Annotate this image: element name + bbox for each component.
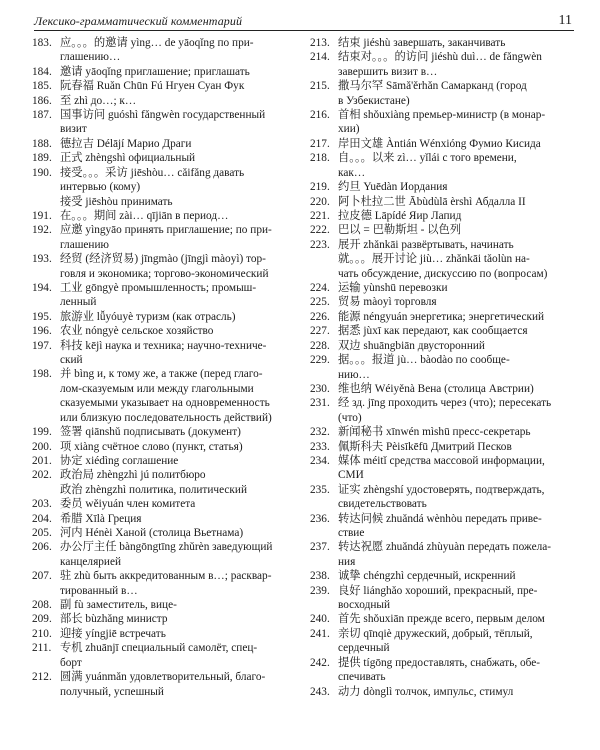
entry-text	[60, 166, 294, 209]
glossary-entry	[32, 281, 294, 310]
entry-number: 210.	[32, 627, 52, 640]
entry-line: 部长 bùzhǎng министр	[60, 613, 168, 626]
entry-text	[338, 569, 578, 583]
glossary-entry	[32, 223, 294, 252]
entry-text	[60, 540, 294, 569]
glossary-entry	[310, 483, 578, 512]
glossary-entry	[32, 367, 294, 425]
entry-number: 188.	[32, 137, 52, 150]
entry-text	[338, 36, 578, 50]
glossary-entry	[310, 36, 578, 50]
glossary-entry	[310, 569, 578, 583]
entry-text	[60, 324, 294, 338]
entry-line: 迎接 yíngjiē встречать	[60, 627, 166, 640]
entry-text	[60, 339, 294, 368]
glossary-entry	[310, 584, 578, 613]
glossary-entry	[32, 627, 294, 641]
entry-line: 拉皮德 Lāpídé Яир Лапид	[338, 209, 462, 222]
entry-number: 183.	[32, 37, 52, 49]
entry-line: 运输 yùnshū перевозки	[338, 282, 448, 294]
glossary-column-right	[310, 36, 578, 699]
glossary-entry	[310, 353, 578, 382]
glossary-entry	[32, 151, 294, 165]
entry-text	[60, 612, 294, 626]
entry-text	[338, 209, 578, 223]
entry-number: 187.	[32, 109, 52, 122]
entry-number: 206.	[32, 541, 52, 554]
entry-text	[338, 425, 578, 439]
entry-number: 184.	[32, 65, 52, 78]
entry-line: ленный	[60, 296, 97, 309]
entry-number: 217.	[310, 137, 330, 150]
entry-number: 205.	[32, 527, 52, 540]
entry-line: 巴以 = 巴勒斯坦 - 以色列	[338, 224, 462, 237]
entry-line: 约旦 Yuēdàn Иордания	[338, 181, 448, 194]
entry-number: 225.	[310, 296, 330, 309]
entry-number: 203.	[32, 498, 52, 511]
entry-number: 216.	[310, 109, 330, 122]
entry-line: сердечный	[338, 642, 390, 655]
entry-line: 在。。。期间 zài… qījiān в период…	[60, 209, 229, 222]
entry-text	[338, 180, 578, 194]
glossary-entry	[310, 339, 578, 353]
entry-line: 转达问候 zhuǎndá wènhòu передать приве-	[338, 512, 542, 525]
glossary-entry	[310, 137, 578, 151]
entry-number: 195.	[32, 310, 52, 323]
entry-line: 动力 dònglì толчок, импульс, стимул	[338, 685, 514, 698]
entry-line: 应。。。的邀请 yìng… de yāoqǐng по при-	[60, 37, 254, 49]
entry-number: 236.	[310, 512, 330, 525]
glossary-entry	[310, 195, 578, 209]
entry-line: глашению…	[60, 51, 121, 64]
entry-text	[338, 339, 578, 353]
entry-line: лом-сказуемым или между глагольными	[60, 382, 254, 395]
entry-line: 项 xiàng счётное слово (пункт, статья)	[60, 440, 243, 453]
entry-line: 新闻秘书 xīnwén mìshū пресс-секретарь	[338, 426, 531, 439]
entry-number: 196.	[32, 325, 52, 338]
glossary-entry	[310, 180, 578, 194]
entry-number: 238.	[310, 570, 330, 583]
entry-text	[60, 137, 294, 151]
entry-text	[60, 65, 294, 79]
entry-number: 193.	[32, 253, 52, 266]
entry-text	[60, 425, 294, 439]
glossary-entry	[310, 151, 578, 180]
entry-line: сказуемыми указывает на одновременность	[60, 397, 270, 410]
entry-number: 222.	[310, 224, 330, 237]
glossary-entry	[32, 497, 294, 511]
entry-text	[338, 396, 578, 425]
entry-line: 首相 shǒuxiàng премьер-министр (в монар-	[338, 109, 546, 122]
entry-text	[338, 137, 578, 151]
glossary-entry	[32, 512, 294, 526]
glossary-entry	[310, 454, 578, 483]
entry-text	[60, 440, 294, 454]
entry-line: борт	[60, 656, 82, 669]
glossary-entry	[310, 382, 578, 396]
entry-number: 226.	[310, 310, 330, 323]
entry-line: 签署 qiānshǔ подписывать (документ)	[60, 426, 241, 439]
entry-line: ния	[338, 555, 356, 568]
entry-line: 科技 kējì наука и техника; научно-техниче-	[60, 339, 267, 352]
entry-line: 良好 liánghǎo хороший, прекрасный, пре-	[338, 584, 538, 597]
entry-text	[338, 108, 578, 137]
glossary-entry	[310, 396, 578, 425]
entry-number: 241.	[310, 627, 330, 640]
entry-text	[338, 612, 578, 626]
entry-line: 双边 shuāngbiān двусторонний	[338, 339, 485, 352]
entry-line: 至 zhì до…; к…	[60, 94, 137, 107]
entry-text	[338, 656, 578, 685]
glossary-entry	[32, 310, 294, 324]
entry-line: 诚挚 chéngzhì сердечный, искренний	[338, 570, 516, 583]
entry-text	[338, 295, 578, 309]
entry-number: 185.	[32, 80, 52, 93]
entry-text	[60, 281, 294, 310]
glossary-entry	[310, 281, 578, 295]
entry-text	[60, 598, 294, 612]
entry-number: 235.	[310, 483, 330, 496]
entry-line: 阿卜杜拉二世 Ābùdùlā èrshì Абдалла II	[338, 195, 526, 208]
entry-number: 191.	[32, 209, 52, 222]
entry-text	[60, 526, 294, 540]
entry-line: 并 bìng и, к тому же, а также (перед глаго-	[60, 368, 263, 381]
entry-text	[338, 483, 578, 512]
entry-text	[338, 512, 578, 541]
entry-number: 211.	[32, 642, 52, 655]
glossary-entry	[310, 79, 578, 108]
entry-line: 政治局 zhèngzhì jú политбюро	[60, 469, 206, 482]
entry-line: свидетельствовать	[338, 498, 427, 511]
entry-text	[338, 382, 578, 396]
entry-text	[60, 367, 294, 425]
entry-number: 207.	[32, 570, 52, 583]
glossary-entry	[310, 440, 578, 454]
entry-line: 驻 zhù быть аккредитованным в…; расквар-	[60, 570, 272, 583]
glossary-entry	[32, 468, 294, 497]
entry-number: 242.	[310, 656, 330, 669]
entry-number: 209.	[32, 613, 52, 626]
glossary-entry	[310, 425, 578, 439]
glossary-entry	[310, 540, 578, 569]
entry-line: 国事访问 guóshì fǎngwèn государственный	[60, 109, 266, 122]
entry-line: 圆满 yuánmǎn удовлетворительный, благо-	[60, 671, 266, 684]
entry-text	[60, 569, 294, 598]
entry-text	[60, 252, 294, 281]
entry-number: 227.	[310, 325, 330, 338]
entry-line: получный, успешный	[60, 685, 164, 698]
entry-text	[338, 223, 578, 237]
header-title: Лексико-грамматический комментарий	[34, 14, 243, 28]
running-header	[34, 14, 574, 31]
entry-number: 232.	[310, 426, 330, 439]
glossary-entry	[32, 209, 294, 223]
glossary-entry	[32, 540, 294, 569]
glossary-entry	[32, 440, 294, 454]
entry-text	[60, 641, 294, 670]
entry-text	[60, 310, 294, 324]
glossary-entry	[32, 79, 294, 93]
entry-line: 经贸 (经济贸易) jīngmào (jīngjì màoyì) тор-	[60, 253, 266, 266]
entry-line: 旅游业 lǚyóuyè туризм (как отрасль)	[60, 310, 236, 323]
glossary-entry	[32, 670, 294, 699]
entry-line: канцелярией	[60, 555, 122, 568]
entry-number: 229.	[310, 354, 330, 367]
entry-line: ствие	[338, 527, 365, 540]
entry-line: 展开 zhǎnkāi развёртывать, начинать	[338, 238, 514, 251]
entry-line: восходный	[338, 599, 391, 612]
entry-line: 接受。。。采访 jiēshòu… cǎifǎng давать	[60, 166, 245, 179]
entry-text	[60, 497, 294, 511]
entry-line: в Узбекистане)	[338, 94, 410, 107]
glossary-entry	[32, 339, 294, 368]
entry-line: 能源 néngyuán энергетика; энергетический	[338, 310, 545, 323]
entry-line: ский	[60, 354, 83, 367]
entry-number: 201.	[32, 454, 52, 467]
glossary-entry	[32, 166, 294, 209]
glossary-entry	[310, 295, 578, 309]
entry-line: 佩斯科夫 Pèisīkēfū Дмитрий Песков	[338, 440, 512, 453]
entry-line: визит	[60, 123, 87, 136]
glossary-entry	[310, 324, 578, 338]
entry-text	[338, 50, 578, 79]
entry-line: (что)	[338, 411, 362, 424]
entry-line: чать обсуждение, дискуссию по (вопросам)	[338, 267, 548, 280]
entry-line: 政治 zhèngzhì политика, политический	[60, 483, 247, 496]
entry-text	[60, 94, 294, 108]
entry-line: 希腊 Xīlà Греция	[60, 512, 142, 525]
entry-text	[338, 353, 578, 382]
entry-text	[338, 151, 578, 180]
entry-text	[60, 36, 294, 65]
glossary-entry	[310, 209, 578, 223]
entry-text	[338, 281, 578, 295]
glossary-entry	[32, 641, 294, 670]
glossary-entry	[310, 627, 578, 656]
glossary-entry	[32, 569, 294, 598]
glossary-column-left	[32, 36, 294, 699]
glossary-entry	[32, 324, 294, 338]
entry-line: 专机 zhuānjī специальный самолёт, спец-	[60, 642, 258, 655]
entry-number: 186.	[32, 94, 52, 107]
entry-number: 224.	[310, 282, 330, 294]
entry-number: 239.	[310, 584, 330, 597]
glossary-entry	[310, 310, 578, 324]
glossary-entry	[310, 685, 578, 699]
glossary-entry	[32, 252, 294, 281]
entry-line: 自。。。以来 zì… yǐlái с того времени,	[338, 152, 517, 165]
entry-line: 据悉 jùxī как передают, как сообщается	[338, 325, 528, 338]
entry-number: 231.	[310, 397, 330, 410]
entry-line: 首先 shǒuxiān прежде всего, первым делом	[338, 613, 545, 626]
entry-line: СМИ	[338, 469, 364, 482]
entry-line: 撒马尔罕 Sāmǎ'ěrhǎn Самарканд (город	[338, 80, 527, 93]
glossary-entry	[310, 50, 578, 79]
entry-text	[338, 627, 578, 656]
page-number: 11	[558, 13, 572, 28]
entry-line: 德拉吉 Délājí Марио Драги	[60, 137, 192, 150]
entry-line: говля и экономика; торгово-экономический	[60, 267, 269, 280]
glossary-entry	[32, 612, 294, 626]
entry-text	[60, 223, 294, 252]
entry-line: хии)	[338, 123, 360, 136]
entry-text	[338, 195, 578, 209]
glossary-entry	[32, 94, 294, 108]
entry-line: 办公厅主任 bàngōngtīng zhǔrèn заведующий	[60, 541, 273, 554]
entry-line: или близкую последовательность действий)	[60, 411, 272, 424]
entry-text	[60, 670, 294, 699]
entry-number: 230.	[310, 382, 330, 395]
entry-line: 副 fù заместитель, вице-	[60, 599, 177, 612]
glossary-entry	[32, 598, 294, 612]
entry-number: 194.	[32, 282, 52, 294]
entry-line: 应邀 yìngyāo принять приглашение; по при-	[60, 224, 272, 237]
entry-line: 农业 nóngyè сельское хозяйство	[60, 325, 214, 338]
entry-line: 邀请 yāoqǐng приглашение; приглашать	[60, 65, 250, 78]
entry-line: 贸易 màoyì торговля	[338, 296, 437, 309]
entry-text	[338, 584, 578, 613]
entry-text	[60, 79, 294, 93]
entry-number: 220.	[310, 195, 330, 208]
entry-number: 200.	[32, 440, 52, 453]
glossary-entry	[310, 238, 578, 281]
entry-line: 接受 jiēshòu принимать	[60, 195, 173, 208]
glossary-entry	[310, 656, 578, 685]
glossary-entry	[32, 526, 294, 540]
entry-line: 提供 tígōng предоставлять, снабжать, обе-	[338, 656, 541, 669]
entry-number: 202.	[32, 469, 52, 482]
entry-number: 192.	[32, 224, 52, 237]
entry-text	[60, 627, 294, 641]
entry-line: 委员 wěiyuán член комитета	[60, 498, 196, 511]
entry-text	[338, 310, 578, 324]
entry-number: 208.	[32, 599, 52, 612]
entry-number: 219.	[310, 181, 330, 194]
entry-text	[60, 512, 294, 526]
entry-number: 221.	[310, 209, 330, 222]
entry-number: 234.	[310, 455, 330, 467]
entry-number: 233.	[310, 440, 330, 453]
entry-text	[338, 540, 578, 569]
glossary-entry	[310, 223, 578, 237]
entry-line: как…	[338, 166, 366, 179]
entry-number: 223.	[310, 238, 330, 251]
glossary-entry	[310, 108, 578, 137]
entry-number: 190.	[32, 166, 52, 179]
glossary-entry	[32, 65, 294, 79]
entry-line: 维也纳 Wéiyěnà Вена (столица Австрии)	[338, 382, 534, 395]
entry-line: 岸田文雄 Àntián Wénxióng Фумио Кисида	[338, 137, 541, 150]
glossary-entry	[310, 612, 578, 626]
glossary-entry	[32, 36, 294, 65]
entry-line: глашению	[60, 238, 109, 251]
entry-text	[338, 324, 578, 338]
glossary-entry	[32, 137, 294, 151]
entry-number: 197.	[32, 339, 52, 352]
entry-line: тированный в…	[60, 584, 138, 597]
entry-line: 转达祝愿 zhuǎndá zhùyuàn передать пожела-	[338, 541, 552, 554]
entry-number: 228.	[310, 339, 330, 352]
entry-line: нию…	[338, 368, 370, 381]
glossary-entry	[32, 454, 294, 468]
entry-line: 正式 zhèngshì официальный	[60, 152, 196, 165]
entry-text	[338, 440, 578, 454]
entry-line: 阮春福 Ruǎn Chūn Fú Нгуен Суан Фук	[60, 80, 245, 93]
entry-text	[60, 108, 294, 137]
entry-line: 证实 zhèngshí удостоверять, подтверждать,	[338, 483, 545, 496]
glossary-entry	[32, 108, 294, 137]
entry-line: интервью (кому)	[60, 181, 141, 194]
entry-number: 214.	[310, 51, 330, 64]
entry-text	[60, 151, 294, 165]
entry-number: 215.	[310, 80, 330, 93]
entry-line: 就。。。展开讨论 jiù… zhǎnkāi tǎolùn на-	[338, 253, 530, 266]
entry-number: 199.	[32, 426, 52, 439]
glossary-entry	[32, 425, 294, 439]
entry-line: 据。。。报道 jù… bàodào по сообще-	[338, 354, 510, 367]
entry-line: спечивать	[338, 671, 386, 684]
entry-number: 237.	[310, 541, 330, 554]
entry-text	[60, 468, 294, 497]
entry-line: завершить визит в…	[338, 65, 438, 78]
entry-number: 212.	[32, 671, 52, 684]
entry-line: 协定 xiédìng соглашение	[60, 454, 179, 467]
entry-number: 218.	[310, 152, 330, 165]
entry-text	[338, 238, 578, 281]
entry-number: 189.	[32, 152, 52, 165]
entry-number: 204.	[32, 512, 52, 525]
entry-line: 结束 jiéshù завершать, заканчивать	[338, 37, 506, 49]
entry-number: 213.	[310, 37, 330, 49]
entry-line: 工业 gōngyè промышленность; промыш-	[60, 282, 257, 294]
entry-text	[338, 79, 578, 108]
entry-line: 经 зд. jīng проходить через (что); пересекать	[338, 397, 552, 410]
entry-text	[338, 454, 578, 483]
entry-line: 结束对。。。的访问 jiéshù duì… de fǎngwèn	[338, 51, 542, 64]
glossary-entry	[310, 512, 578, 541]
entry-text	[60, 209, 294, 223]
entry-text	[338, 685, 578, 699]
entry-number: 243.	[310, 685, 330, 698]
entry-number: 198.	[32, 368, 52, 381]
entry-line: 亲切 qīnqiè дружеский, добрый, тёплый,	[338, 627, 533, 640]
entry-line: 媒体 méitǐ средства массовой информации,	[338, 455, 545, 467]
entry-line: 河内 Hénèi Ханой (столица Вьетнама)	[60, 527, 244, 540]
entry-text	[60, 454, 294, 468]
entry-number: 240.	[310, 613, 330, 626]
